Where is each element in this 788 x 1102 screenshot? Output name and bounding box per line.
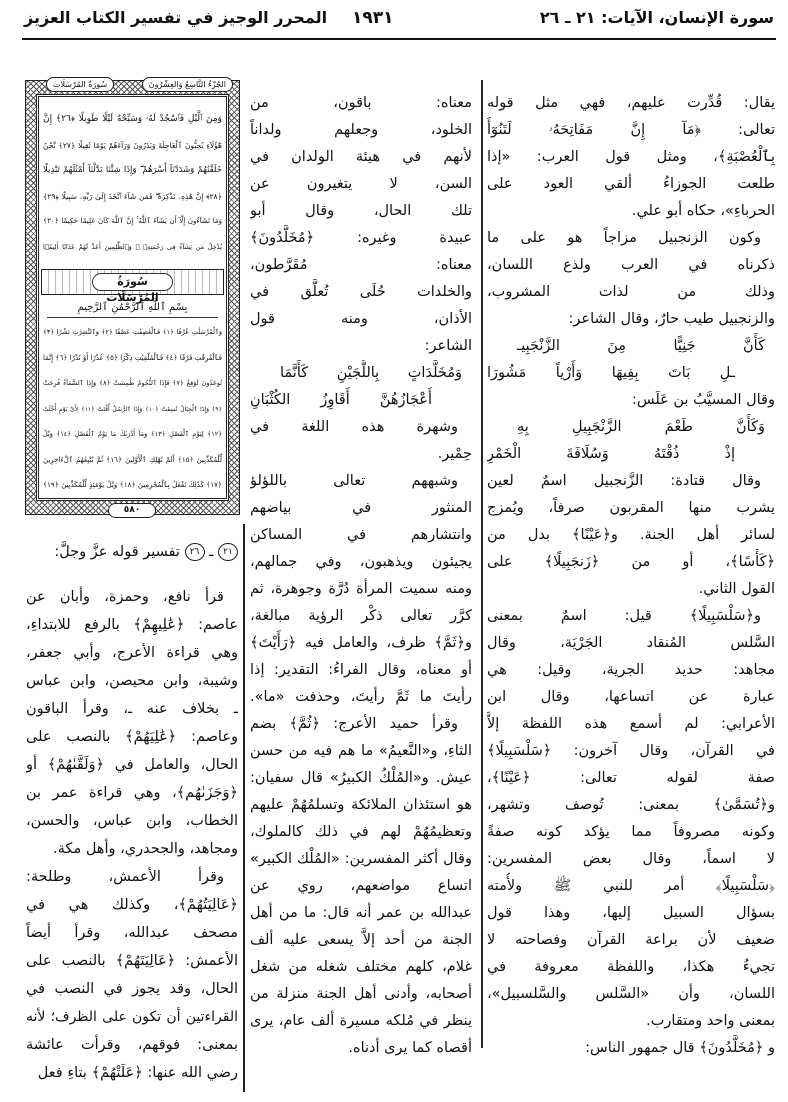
text-line: في القرآن، وقال آخرون: ﴿سَلْسَبِيلًا﴾	[487, 743, 775, 759]
text-line: اللسان، وأن «السَّلس والسَّلسبيل»،	[487, 986, 775, 1002]
surah-banner	[41, 269, 224, 304]
text-line: معناه: باقون، من	[250, 95, 472, 111]
text-line: كرَّر تعالى ذكْر الرؤية مبالغة،	[250, 608, 472, 624]
text-line: رأيتَ ما ثَمَّ رأيتَ، وحذفت «ما».	[250, 689, 472, 705]
text-line: بسؤال السبيل إليها، وهذا قول	[487, 905, 775, 921]
page-number: ١٩٣١	[352, 8, 394, 28]
verse-line: يُدْخِلُ مَن يَشَآءُ فِى رَحْمَتِهِۦ ۚ وَٱلظَّٰلِمِينَ أَعَدَّ لَهُمْ عَذَابًا أَلِيمًۢا	[43, 242, 222, 251]
text-line: الخلود، وجعلهم ولداناً	[250, 122, 472, 138]
verse-line: ﴿٩﴾ وَإِذَا ٱلْجِبَالُ نُسِفَتْ ﴿١٠﴾ وَإِذَا ٱلرُّسُلُ أُقِّتَتْ ﴿١١﴾ لِأَىِّ يَوْمٍ أُجِّلَتْ	[43, 405, 222, 413]
text-line: عيش. و«المُلْكُ الكبيرُ» قال سفيان:	[250, 770, 472, 786]
text-line: و﴿تُسَمَّىٰ﴾ بمعنى: تُوصف وتشهر،	[487, 797, 775, 813]
surah-label: سُورَةُ المُرْسَلَات	[46, 77, 114, 92]
text-line: ومنه سميت المرأة دُرَّة وجوهرة، ثم	[250, 581, 472, 597]
verse-line: ﴿١٧﴾ كَذَٰلِكَ نَفْعَلُ بِٱلْمُجْرِمِينَ ﴿١٨﴾ وَيْلٌ يَوْمَئِذٍ لِّلْمُكَذِّبِينَ ﴿١٩﴾	[43, 481, 222, 489]
text-line: السن، لا يتغيرون عن	[250, 176, 472, 192]
column-divider-left	[243, 524, 245, 1092]
text-line: معناه: مُقَرَّطون،	[250, 257, 472, 273]
middle-text-column	[250, 90, 472, 1062]
text-line: أصحابه، وأدنى أهل الجنة منزلة من	[250, 986, 472, 1002]
text-line: تجيءُ هكذا، واللفظة معروفة في	[487, 959, 775, 975]
text-line: وقال قتادة: الزَّنجبيل اسمٌ لعين	[487, 473, 761, 489]
section-heading	[26, 538, 238, 566]
text-line: الخطاب، وابن عباس، والحسن،	[26, 813, 238, 829]
text-line: المنثور في بياضهم	[250, 500, 472, 516]
text-line: أقصاه كما يرى أدناه.	[348, 1040, 472, 1056]
text-line: ذكرناه في العرب ولذع اللسان،	[487, 257, 775, 273]
verse-line: وَٱلْمُرْسَلَٰتِ عُرْفًا ﴿١﴾ فَٱلْعَٰصِفَٰتِ عَصْفًا ﴿٢﴾ وَٱلنَّٰشِرَٰتِ نَشْرًا ﴿٣﴾	[43, 328, 222, 336]
text-line: إذْ ذُقْتَهُ وَسُلَافَةَ الْخَمْرِ	[487, 446, 735, 462]
surah-banner-title: سُورَةُ المُرْسَلَات	[92, 273, 173, 291]
verse-line: وَمَا تَشَآءُونَ إِلَّآ أَن يَشَآءَ ٱللَّهُ ۚ إِنَّ ٱللَّهَ كَانَ عَلِيمًا حَكِيمًا ﴿٣٠﴾	[43, 217, 222, 225]
text-line: القول الثاني.	[698, 581, 775, 597]
text-line: مجاهد: حديد الجرية، وقيل: هي	[487, 662, 775, 678]
text-line: لأنهم في هيئة الولدان في	[250, 149, 472, 165]
text-line: يقال: قُدِّرت عليهم، فهي مثل قوله	[487, 95, 775, 111]
column-divider-right	[481, 80, 483, 1048]
basmala: بِسْمِ ٱللَّهِ ٱلرَّحْمَٰنِ ٱلرَّحِيمِ	[47, 299, 218, 318]
verse-line: وَمِنَ ٱلَّيْلِ فَٱسْجُدْ لَهُۥ وَسَبِّحْهُ لَيْلًا طَوِيلًا ﴿٢٦﴾ إِنَّ	[43, 114, 222, 124]
text-line: والخلدات حُلَى تُعلَّق في	[250, 284, 472, 300]
juz-label: الجُزْءُ التَّاسِعُ وَالعِشْرُونَ	[142, 77, 233, 92]
text-line: ـلِ بَاتَ بِفِيهَا وَأَرْياً مَشُورَا	[487, 365, 735, 381]
verses-after	[43, 320, 222, 499]
ayah-number-from: ٢١	[218, 543, 238, 561]
text-line: حِمْير.	[437, 446, 472, 462]
text-line: عبدالله بن عمر أنه قال: ما من أهل	[250, 905, 472, 921]
text-line: وكونه مصروفاً مما يؤكد كونه صفةً	[487, 824, 775, 840]
verse-line: ﴿٢٨﴾ إِنَّ هَٰذِهِۦ تَذْكِرَةٌ ۖ فَمَن شَآءَ ٱتَّخَذَ إِلَىٰ رَبِّهِۦ سَبِيلًا ﴿٢٩﴾	[43, 191, 222, 201]
running-header-book-title: المحرر الوجيز في تفسير الكتاب العزيز	[24, 8, 328, 27]
text-line: ضعيف لأن براعة القرآن وفصاحته لا	[487, 932, 775, 948]
text-line: الأعرابي: لم أسمع هذه اللفظة إلاَّ	[487, 716, 775, 732]
quran-text-area	[36, 94, 229, 501]
text-line: وذلك من لذات المشروب،	[487, 284, 775, 300]
verses-before	[43, 107, 222, 260]
text-line: اتساع مواضعهم، روي عن	[250, 878, 472, 894]
running-header-surah: سورة الإنسان، الآيات: ٢١ ـ ٢٦	[539, 8, 774, 27]
text-line: ومجاهد، والجحدري، وأهل مكة.	[53, 841, 238, 857]
text-line: الجنة من أحد إلاَّ يسعى عليه ألف	[250, 932, 472, 948]
header-rule	[22, 38, 776, 40]
text-line: بِٱلْعُصْبَةِ﴾، ومثل قول العرب: «إذا	[487, 149, 775, 165]
text-line: عاصم: ﴿عَٰلِيهِمْ﴾ بالرفع للابتداءِ،	[26, 617, 238, 633]
mushaf-page-number: ٥٨٠	[108, 503, 156, 518]
ayah-number-to: ٢٦	[185, 543, 205, 561]
left-text-column	[26, 583, 238, 1087]
text-line: صفة لقوله تعالى: ﴿عَيْنًا﴾،	[487, 770, 775, 786]
text-line: القراءتين أن تكون على الظرف؛ لأنه	[26, 1009, 238, 1025]
text-line: وقرأ الأعمش، وطلحة:	[26, 869, 224, 885]
verse-line: خَلَقْنَٰهُمْ وَشَدَدْنَآ أَسْرَهُمْ ۖ وَإِذَا شِئْنَا بَدَّلْنَآ أَمْثَٰلَهُمْ تَبْدِيلًا	[43, 165, 222, 175]
text-line: ﴿كَأْسًا﴾، أو من ﴿زَنجَبِيلًا﴾ على	[487, 554, 775, 570]
text-line: بمعنى: فوقهم، وقرأت عائشة	[26, 1037, 238, 1053]
text-line: بمعنى واحد ومتقارب.	[646, 1013, 775, 1029]
text-line: الأذان، ومنه قول	[250, 311, 472, 327]
text-line: عبارة عن اتساعها، وقال ابن	[487, 689, 775, 705]
text-line: و ﴿مُخَلَّدُونَ﴾ قال جمهور الناس:	[585, 1040, 775, 1056]
text-line: تعالى: ﴿مَآ إِنَّ مَفَاتِحَهُۥ لَتَنُوٓأُ	[487, 122, 775, 138]
text-line: الحال، وقد يجوز في النصب في	[26, 981, 238, 997]
heading-separator: ـ	[209, 544, 214, 560]
text-line: وشهرة هذه اللغة في	[250, 419, 458, 435]
text-line: الشاعر:	[424, 338, 472, 354]
text-line: ينظر في مُلكه مسيرة ألف عام، يرى	[250, 1013, 472, 1029]
right-text-column	[487, 90, 775, 1062]
text-line: وقرأ حميد الأعرج: ﴿ثُمَّ﴾ بضم	[250, 716, 458, 732]
text-line: ﴿وَجَزَىٰهُم﴾، وهي قراءة عمر بن	[26, 785, 238, 801]
text-line: أَعْجَازُهُنَّ أَقَاوِزُ الكُثْبَانِ	[250, 392, 432, 408]
text-line: مصحف عبدالله، وقرأ أيضاً	[26, 925, 238, 941]
text-line: لا اسماً، وقال بعض المفسرين:	[487, 851, 775, 867]
text-line: هو استئذان الملائكة وتسلمُهُمْ عليهم	[250, 797, 472, 813]
heading-text: تفسير قوله عزَّ وجلَّ:	[54, 544, 180, 560]
text-line: غلام، كلهم مختلف شغله من شغل	[250, 959, 472, 975]
text-line: وقال أكثر المفسرين: «المُلْك الكبير»	[250, 851, 472, 867]
text-line: ﴿عَالِيَتُهُمْ﴾، وكذلك هي في	[26, 897, 238, 913]
text-line: عبيدة وغيره: ﴿مُخَلَّدُونَ﴾	[250, 230, 472, 246]
text-line: وشيبة، وابن محيصن، وابن عباس	[26, 673, 238, 689]
verse-line: ﴿١٢﴾ لِيَوْمِ ٱلْفَصْلِ ﴿١٣﴾ وَمَآ أَدْرَىٰكَ مَا يَوْمُ ٱلْفَصْلِ ﴿١٤﴾ وَيْلٌ	[43, 430, 222, 438]
text-line: وتعظيمُهُمْ لهم في ذلك كالملوك،	[250, 824, 472, 840]
text-line: وانتشارهم في المساكن	[250, 527, 472, 543]
text-line: وقال المسيَّبُ بن عَلَس:	[632, 392, 775, 408]
text-line: وَكَأَنَّ طَعْمَ الزَّنْجَبِيلِ بِهِ	[517, 419, 765, 435]
verse-line: فَٱلْفَٰرِقَٰتِ فَرْقًا ﴿٤﴾ فَٱلْمُلْقِيَٰتِ ذِكْرًا ﴿٥﴾ عُذْرًا أَوْ نُذْرًا ﴿٦﴾ إِنَّمَا	[43, 353, 222, 362]
text-line: والزنجبيل طيب حارٌ، وقال الشاعر:	[568, 311, 775, 327]
text-line: يجيئون ويذهبون، وفي جمالهم،	[250, 554, 472, 570]
text-line: طلعت الجوزاءُ ألقي العود على	[487, 176, 775, 192]
text-line: و﴿سَلْسَبِيلًا﴾ قيل: اسمٌ بمعنى	[487, 608, 761, 624]
text-line: تلك الحال، وقال أبو	[250, 203, 472, 219]
text-line: الثاءِ، و«النَّعيمُ» ما هم فيه من حسن	[250, 743, 472, 759]
text-line: الحال، والعامل في ﴿وَلَقَّىٰهُمْ﴾ أو	[26, 757, 238, 773]
text-line: يشرب منها المقربون صرفاً، ويُمزج	[487, 500, 775, 516]
text-line: كَأَنَّ جَنِيًّا مِنَ الزَّنْجَبِيـ	[517, 338, 765, 354]
text-line: ﴿سَلْسَبِيلًا﴾ أمر للنبي ﷺ ولأُمته	[487, 878, 775, 894]
verse-line: هَٰٓؤُلَآءِ يُحِبُّونَ ٱلْعَاجِلَةَ وَيَذَرُونَ وَرَآءَهُمْ يَوْمًا ثَقِيلًا ﴿٢٧﴾ نَّحْنُ	[43, 140, 222, 150]
text-line: وهي قراءة الأعرج، وأبي جعفر،	[26, 645, 238, 661]
text-line: رضي الله عنها: ﴿عَلَتْهُمْ﴾ بتاءِ فعل	[37, 1065, 238, 1081]
text-line: لسائر أهل الجنة. و﴿عَيْنًا﴾ بدل من	[487, 527, 775, 543]
text-line: قرأ نافع، وحمزة، وأبان عن	[26, 589, 224, 605]
quran-text-box	[25, 80, 240, 515]
text-line: وَمُخَلَّدَاتٍ بِاللُّجَيْنِ كَأَنَّمَا	[280, 365, 462, 381]
text-line: وعاصم: ﴿عَٰلِيَهُمْ﴾ بالنصب على	[26, 729, 238, 745]
text-line: الأعمش: ﴿عَالِيَتَهُمْ﴾ بالنصب على	[26, 953, 238, 969]
text-line: و﴿ثَمَّ﴾ ظرف، والعامل فيه ﴿رَأَيْتَ﴾	[250, 635, 472, 651]
text-line: أو معناه، وقال الفراءُ: التقدير: إذا	[250, 662, 472, 678]
verse-line: لِّلْمُكَذِّبِينَ ﴿١٥﴾ أَلَمْ نُهْلِكِ ٱلْأَوَّلِينَ ﴿١٦﴾ ثُمَّ نُتْبِعُهُمُ ٱلْءَاخِرِينَ	[43, 455, 222, 464]
text-line: وكون الزنجبيل مزاجاً هو على ما	[487, 230, 761, 246]
text-line: السَّلس المُنقاد الجَرْيَة، وقال	[487, 635, 775, 651]
text-line: ـ بخلاف عنه ـ، وقرأ الباقون	[26, 701, 238, 717]
text-line: وشبههم تعالى باللؤلؤ	[250, 473, 458, 489]
text-line: الحرباءِ»، حكاه أبو علي.	[631, 203, 775, 219]
verse-line: تُوعَدُونَ لَوَٰقِعٌ ﴿٧﴾ فَإِذَا ٱلنُّجُومُ طُمِسَتْ ﴿٨﴾ وَإِذَا ٱلسَّمَآءُ فُرِجَتْ	[43, 379, 222, 387]
